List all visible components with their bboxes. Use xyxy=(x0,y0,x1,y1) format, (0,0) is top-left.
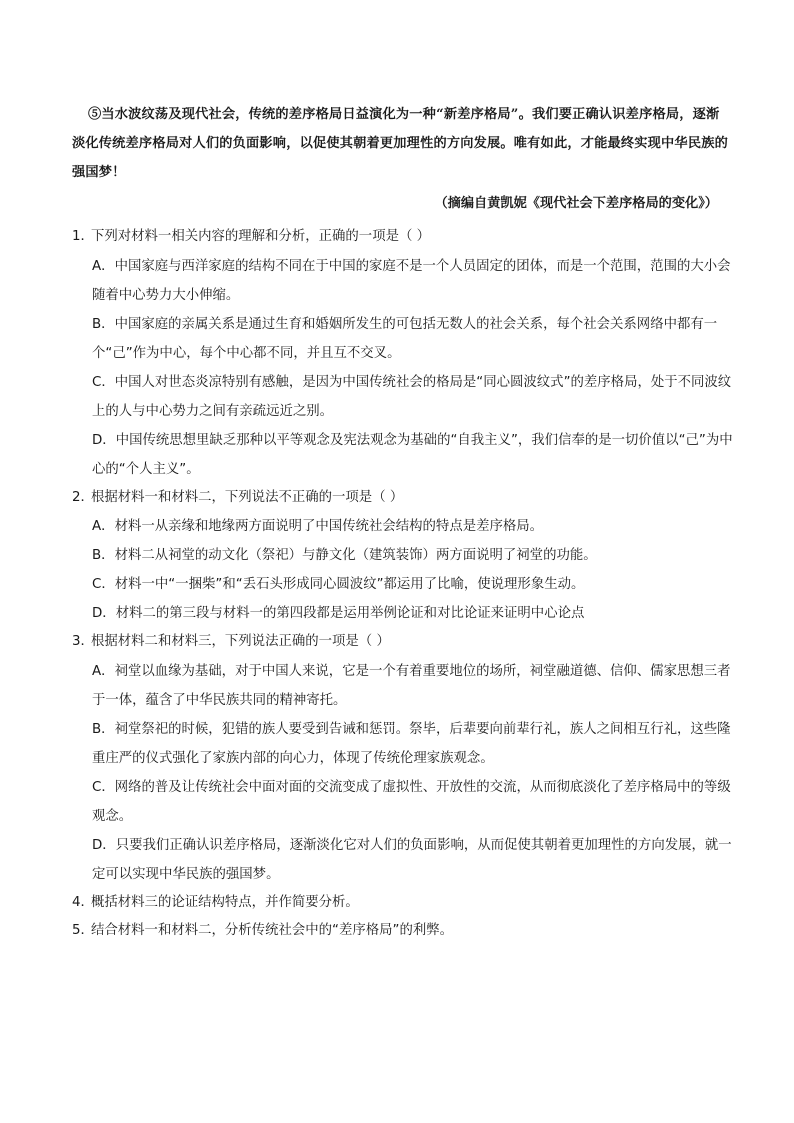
question-text: 根据材料二和材料三，下列说法正确的一项是（ ） xyxy=(91,634,390,649)
option-text: 祠堂以血缘为基础，对于中国人来说，它是一个有着重要地位的场所，祠堂融道德、信仰、儒家思想三者于一体，蕴含了中华民族共同的精神寄托。 xyxy=(92,663,731,708)
question-2 xyxy=(72,484,740,629)
option-text: 材料二的第三段与材料一的第四段都是运用举例论证和对比论证来证明中心论点 xyxy=(115,606,585,621)
option-text: 中国人对世态炎凉特别有感触，是因为中国传统社会的格局是“同心圆波纹式”的差序格局，处于不同波纹上的人与中心势力之间有亲疏远近之别。 xyxy=(92,374,732,419)
question-number: 4． xyxy=(72,894,94,910)
option-letter: C． xyxy=(92,577,115,592)
question-text: 下列对材料一相关内容的理解和分析，正确的一项是（ ） xyxy=(91,229,431,244)
option-a xyxy=(72,252,740,310)
option-letter: A． xyxy=(92,519,115,534)
question-stem xyxy=(72,889,740,917)
option-letter: D． xyxy=(92,432,116,448)
option-b xyxy=(72,541,740,570)
option-text: 中国家庭的亲属关系是通过生育和婚姻所发生的可包括无数人的社会关系，每个社会关系网络中都有一个“己”作为中心，每个中心都不同，并且互不交叉。 xyxy=(92,316,718,361)
option-c xyxy=(72,773,740,831)
option-a xyxy=(72,512,740,541)
option-letter: C． xyxy=(92,779,115,795)
question-list xyxy=(72,223,740,946)
option-text: 只要我们正确认识差序格局，逐渐淡化它对人们的负面影响，从而促使其朝着更加理性的方向发展，就一定可以实现中华民族的强国梦。 xyxy=(92,837,732,882)
option-b xyxy=(72,310,740,368)
question-number: 3． xyxy=(72,634,94,649)
passage-source: （摘编自黄凯妮《现代社会下差序格局的变化》） xyxy=(434,196,718,211)
option-d xyxy=(72,599,740,628)
question-number: 2． xyxy=(72,489,94,505)
option-text: 材料一从亲缘和地缘两方面说明了中国传统社会结构的特点是差序格局。 xyxy=(114,519,544,534)
option-d xyxy=(72,831,740,889)
option-b xyxy=(72,715,740,773)
question-number: 5． xyxy=(72,923,94,938)
question-stem xyxy=(72,917,740,945)
option-text: 中国传统思想里缺乏那种以平等观念及宪法观念为基础的“自我主义”，我们信奉的是一切价值以“己”为中心的“个人主义”。 xyxy=(92,432,733,477)
option-text: 中国家庭与西洋家庭的结构不同在于中国的家庭不是一个人员固定的团体，而是一个范围，范围的大小会随着中心势力大小伸缩。 xyxy=(92,258,731,303)
option-text: 网络的普及让传统社会中面对面的交流变成了虚拟性、开放性的交流，从而彻底淡化了差序格局中的等级观念。 xyxy=(92,779,731,824)
option-a xyxy=(72,657,740,715)
question-stem xyxy=(72,223,740,251)
option-c xyxy=(72,570,740,599)
option-letter: A． xyxy=(92,258,115,274)
question-stem xyxy=(72,628,740,656)
question-text: 概括材料三的论证结构特点，并作简要分析。 xyxy=(91,894,359,910)
option-text: 材料一中“一捆柴”和“丢石头形成同心圆波纹”都运用了比喻，使说理形象生动。 xyxy=(114,577,585,592)
option-letter: D． xyxy=(92,837,116,853)
option-letter: C． xyxy=(92,374,115,390)
question-3 xyxy=(72,628,740,889)
question-stem xyxy=(72,484,740,512)
option-letter: B． xyxy=(92,316,115,332)
question-number: 1． xyxy=(72,229,94,244)
option-text: 祠堂祭祀的时候，犯错的族人要受到告诫和惩罚。祭毕，后辈要向前辈行礼，族人之间相互行礼，这些隆重庄严的仪式强化了家族内部的向心力，体现了传统伦理家族观念。 xyxy=(92,721,731,766)
option-letter: B． xyxy=(92,721,115,737)
question-4 xyxy=(72,889,740,917)
passage-paragraph: ⑤当水波纹荡及现代社会，传统的差序格局日益演化为一种“新差序格局”。我们要正确认识差序格局，逐渐淡化传统差序格局对人们的负面影响，以促使其朝着更加理性的方向发展。唯有如此，才能最终实现中华民族的强国梦！ xyxy=(72,107,728,180)
option-d xyxy=(72,426,740,484)
question-1 xyxy=(72,223,740,484)
option-c xyxy=(72,368,740,426)
question-5 xyxy=(72,917,740,945)
option-letter: B． xyxy=(92,548,115,563)
option-letter: D． xyxy=(92,606,116,621)
question-text: 结合材料一和材料二，分析传统社会中的“差序格局”的利弊。 xyxy=(91,923,454,938)
question-text: 根据材料一和材料二，下列说法不正确的一项是（ ） xyxy=(91,489,404,505)
option-letter: A． xyxy=(92,663,115,679)
option-text: 材料二从祠堂的动文化（祭祀）与静文化（建筑装饰）两方面说明了祠堂的功能。 xyxy=(114,548,597,563)
